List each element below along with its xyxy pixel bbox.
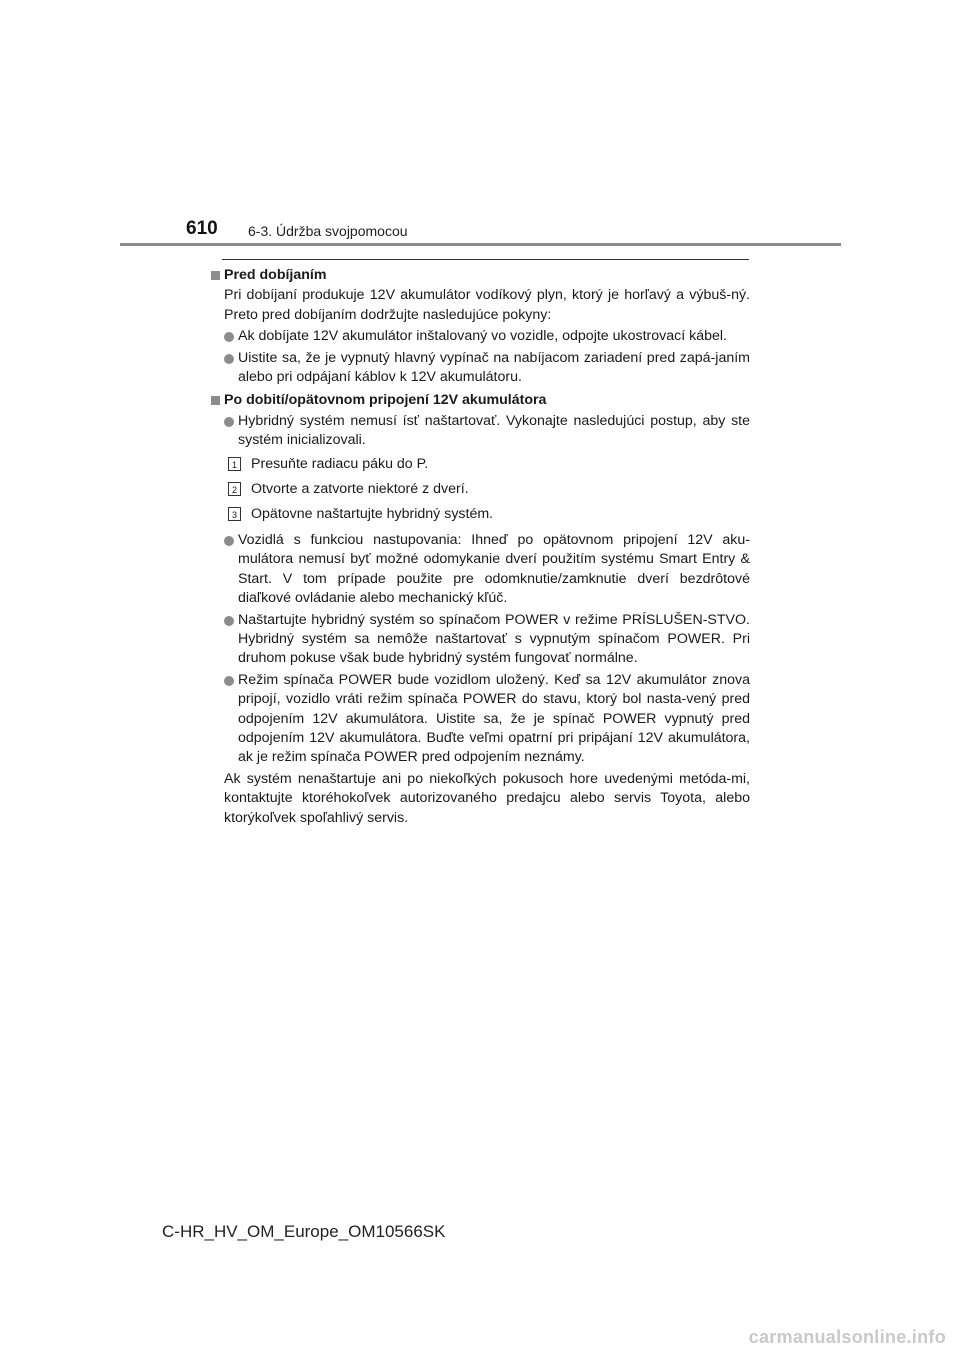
list-item — [210, 412, 750, 451]
list-item-text: Uistite sa, že je vypnutý hlavný vypínač na nabíjacom zariadení pred zapá-janím alebo pri odpájaní káblov k 12V akumulátoru. — [238, 349, 750, 386]
circle-bullet-icon — [224, 332, 234, 342]
step-number-badge: 3 — [228, 507, 241, 521]
section-heading — [210, 391, 750, 410]
page-content — [210, 266, 750, 832]
section-heading-text: Pred dobíjaním — [224, 267, 327, 283]
list-item-text: Vozidlá s funkciou nastupovania: Ihneď po opätovnom pripojení 12V aku-mulátora nemusí byť možné odomykanie dverí použitím systému Smart Entry & Start. V tom prípade použite pre odomknutie/zamknutie dverí bezdrôtové diaľkové ovládanie alebo mechanický kľúč. — [238, 531, 750, 607]
watermark-link[interactable]: carmanualsonline.info — [748, 1327, 946, 1347]
list-item-text: Ak dobíjate 12V akumulátor inštalovaný vo vozidle, odpojte ukostrovací kábel. — [238, 328, 727, 345]
circle-bullet-icon — [224, 536, 234, 546]
circle-bullet-icon — [224, 354, 234, 364]
section-pred-dobijanim — [210, 266, 750, 387]
list-item-text: Naštartujte hybridný systém so spínačom POWER v režime PRÍSLUŠEN-STVO. Hybridný systém sa nemôže naštartovať s vypnutým spínačom POWER. Pri druhom pokuse však bude hybridný systém fungovať normálne. — [238, 611, 750, 667]
square-bullet-icon — [211, 271, 220, 280]
header-rule — [120, 243, 841, 246]
step-number-badge: 2 — [228, 482, 241, 496]
page-number: 610 — [186, 218, 218, 239]
section-title: 6-3. Údržba svojpomocou — [248, 223, 408, 239]
list-item — [210, 531, 750, 609]
section-divider — [222, 259, 749, 260]
circle-bullet-icon — [224, 417, 234, 427]
section-intro: Pri dobíjaní produkuje 12V akumulátor vodíkový plyn, ktorý je horľavý a výbuš-ný. Preto pred dobíjaním dodržujte nasledujúce pokyny: — [224, 287, 750, 323]
list-item — [210, 349, 750, 388]
list-item-text: Hybridný systém nemusí ísť naštartovať. Vykonajte nasledujúci postup, aby ste systém inicializovali. — [238, 412, 750, 449]
step-text: Opätovne naštartujte hybridný systém. — [251, 506, 494, 523]
step-text: Otvorte a zatvorte niektoré z dverí. — [251, 481, 469, 498]
list-item-text: Režim spínača POWER bude vozidlom uložený. Keď sa 12V akumulátor znova pripojí, vozidlo vráti režim spínača POWER do stavu, ktorý bol nasta-vený pred odpojením 12V akumulátora. Uistite sa, že je spínač POWER vypnutý pred odpojením 12V akumulátora. Buďte veľmi opatrní pri pripájaní 12V akumulátora, ak je režim spínača POWER pred odpojením neznámy. — [238, 671, 750, 766]
closing-paragraph: Ak systém nenaštartuje ani po niekoľkých pokusoch hore uvedenými metóda-mi, kontaktujte ktoréhokoľvek autorizovaného predajcu alebo servis Toyota, alebo ktorýkoľvek spoľahlivý servis. — [224, 770, 750, 826]
section-heading-text: Po dobití/opätovnom pripojení 12V akumulátora — [224, 392, 547, 409]
section-po-dobiti — [210, 391, 750, 828]
section-heading — [210, 266, 750, 285]
list-item — [210, 611, 750, 669]
square-bullet-icon — [211, 396, 220, 405]
list-item — [210, 327, 750, 346]
step-text: Presuňte radiacu páku do P. — [251, 455, 429, 472]
step-item — [210, 455, 750, 474]
circle-bullet-icon — [224, 676, 234, 686]
step-item — [210, 505, 750, 524]
circle-bullet-icon — [224, 616, 234, 626]
document-code: C-HR_HV_OM_Europe_OM10566SK — [162, 1222, 446, 1241]
list-item — [210, 671, 750, 768]
step-number-badge: 1 — [228, 457, 241, 471]
step-item — [210, 480, 750, 499]
